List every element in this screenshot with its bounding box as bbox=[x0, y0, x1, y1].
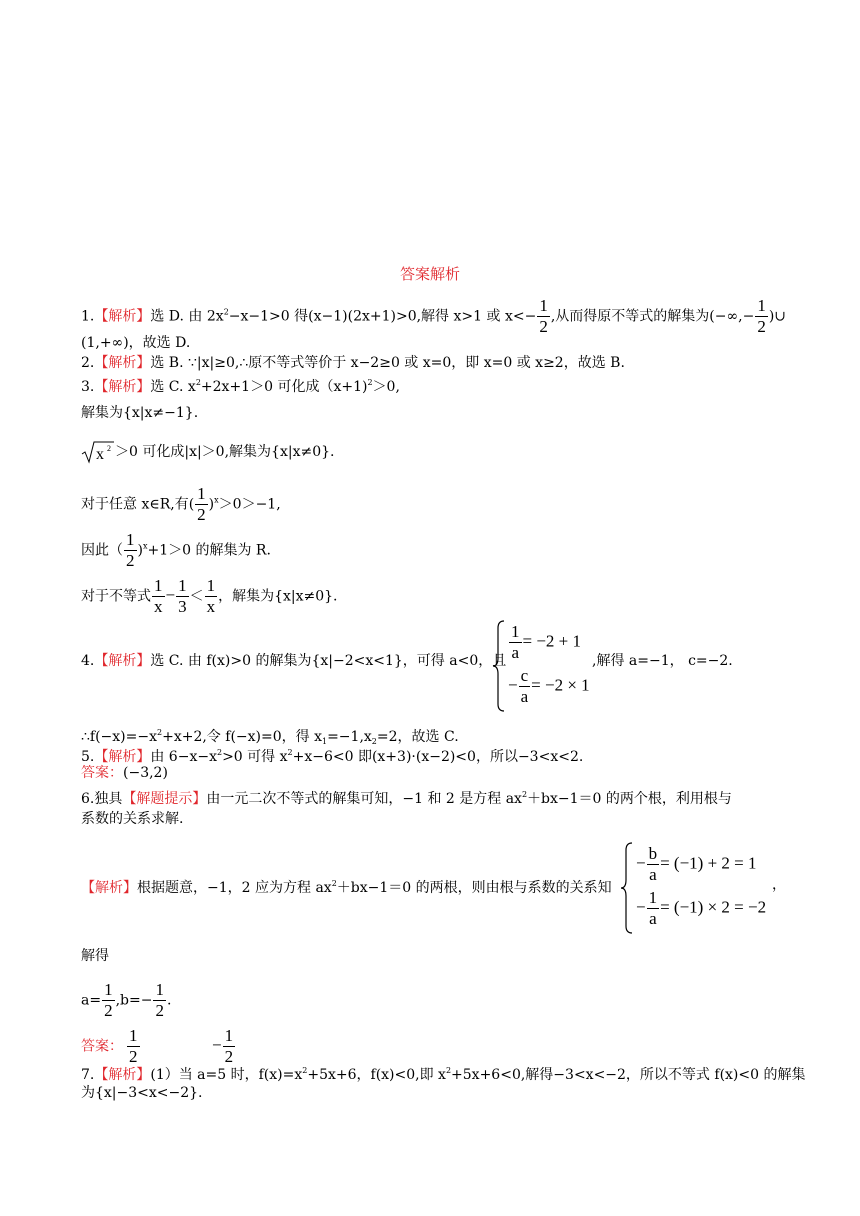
fraction-half: $\frac{1}{2}$ bbox=[126, 530, 135, 570]
q5-answer: 答案：(−3,2) bbox=[81, 765, 168, 781]
answer-label: 答案： bbox=[81, 1038, 123, 1055]
q6-answer: 答案： $\frac{1}{2}$ bbox=[81, 1026, 138, 1066]
q1-tag: 【解析】 bbox=[94, 308, 151, 325]
q1-number: 1. bbox=[81, 308, 95, 325]
q6-solve-label: 解得 bbox=[81, 948, 109, 964]
q2-line: 2.【解析】选 B. ∵|x|≥0,∴原不等式等价于 x−2≥0 或 x=0，即 x=0 或 x≥2，故选 B. bbox=[81, 355, 625, 371]
q6-solution-line: 【解析】根据题意，−1，2 应为方程 $ax^2+bx-1=0$ 的两根，则由根与系数的关系知 bbox=[81, 879, 612, 896]
q7-line2: 为{x|−3<x<−2}. bbox=[81, 1085, 203, 1101]
q7-line1: 7.【解析】(1）当 a=5 时，$f(x)=x^2+5x+6$，f(x)<0,即 $x^2+5x+6<0$,解得−3<x<−2，所以不等式 f(x)<0 的解集 bbox=[81, 1066, 806, 1083]
q4-tag: 【解析】 bbox=[94, 653, 151, 669]
fraction-1-over-x: $\frac{1}{x}$ bbox=[206, 576, 216, 616]
q1-fraction-half: $\frac{1}{2}$ bbox=[539, 296, 548, 336]
q4-brace bbox=[492, 620, 506, 712]
q6-hint-line1: 6.独具【解题提示】由一元二次不等式的解集可知，−1 和 2 是方程 $ax^2+bx-1=0$ 的两个根，利用根与 bbox=[81, 790, 732, 807]
svg-text:2: 2 bbox=[107, 444, 111, 453]
q4-equation-2: − $\frac{c}{a}$ = −2 × 1 bbox=[508, 666, 590, 706]
svg-text:x: x bbox=[96, 446, 104, 463]
fraction-1-over-x: $\frac{1}{x}$ bbox=[154, 576, 163, 616]
q1-fraction-half-2: $\frac{1}{2}$ bbox=[757, 296, 766, 336]
q4-line1: 4.【解析】选 C. 由 f(x)>0 的解集为{x|−2<x<1}，可得 a<0，且 bbox=[81, 653, 507, 669]
q4-line2: $\therefore f(-x)=-x^2+x+2$,令 f(−x)=0，得 $x_1=-1,x_2=2$，故选 C. bbox=[81, 728, 459, 746]
q1-line2: (1,+∞)，故选 D. bbox=[81, 335, 191, 351]
q6-tag: 【解析】 bbox=[81, 880, 137, 896]
q1-line1: 1.【解析】选 D. 由 $2x^2-x-1>0$ 得(x−1)(2x+1)>0,解得 x>1 或 x<− $\frac{1}{2}$ ,从而得原不等式的解集为(−∞,− $\frac{1}{2}$ )∪ bbox=[81, 296, 787, 336]
fraction-half: $\frac{1}{2}$ bbox=[197, 484, 206, 524]
q3-line3: x 2 ＞0 可化成|x|＞0,解集为{x|x≠0}. bbox=[81, 440, 334, 464]
q3-line2: 解集为{x|x≠−1}. bbox=[81, 405, 199, 421]
q7-tag: 【解析】 bbox=[94, 1067, 151, 1083]
section-title: 答案解析 bbox=[399, 265, 460, 283]
sqrt-symbol bbox=[81, 440, 115, 464]
q5-tag: 【解析】 bbox=[94, 749, 151, 765]
q3-line4: 对于任意 x∈R,有( $\frac{1}{2}$ )$^x$＞0＞−1, bbox=[81, 484, 281, 524]
fraction-1-over-3: $\frac{1}{3}$ bbox=[178, 576, 187, 616]
answer-label: 答案： bbox=[81, 765, 123, 781]
q3-line6: 对于不等式 $\frac{1}{x}$ − $\frac{1}{3}$ ＜ $\frac{1}{x}$ ，解集为{x|x≠0}. bbox=[81, 576, 338, 616]
q6-brace bbox=[620, 842, 634, 934]
q6-hint-line2: 系数的关系求解. bbox=[81, 811, 184, 827]
q6-answer-2: − $\frac{1}{2}$ bbox=[212, 1026, 234, 1066]
q6-solve-values: a= $\frac{1}{2}$ ,b=− $\frac{1}{2}$ . bbox=[81, 980, 172, 1020]
q6-equation-2: − $\frac{1}{a}$ = (−1) × 2 = −2 bbox=[636, 888, 767, 928]
q6-comma: ， bbox=[772, 877, 786, 893]
q3-tag: 【解析】 bbox=[94, 379, 151, 395]
q3-line5: 因此（ $\frac{1}{2}$ )$^x$+1＞0 的解集为 R. bbox=[81, 530, 271, 570]
q6-hint-tag: 【解题提示】 bbox=[122, 791, 207, 807]
q2-tag: 【解析】 bbox=[94, 355, 151, 371]
q3-line1: 3.【解析】选 C. $x^2+2x+1>0$ 可化成（x+1)$^2$＞0, bbox=[81, 378, 400, 395]
q4-equation-1: $\frac{1}{a}$ = −2 + 1 bbox=[511, 622, 582, 662]
q4-result: ,解得 a=−1， c=−2. bbox=[592, 653, 733, 669]
q5-line1: 5.【解析】由 $6-x-x^2>0$ 可得 $x^2+x-6<0$ 即(x+3)·(x−2)<0，所以−3<x<2. bbox=[81, 748, 584, 765]
q6-equation-1: − $\frac{b}{a}$ = (−1) + 2 = 1 bbox=[636, 844, 757, 884]
